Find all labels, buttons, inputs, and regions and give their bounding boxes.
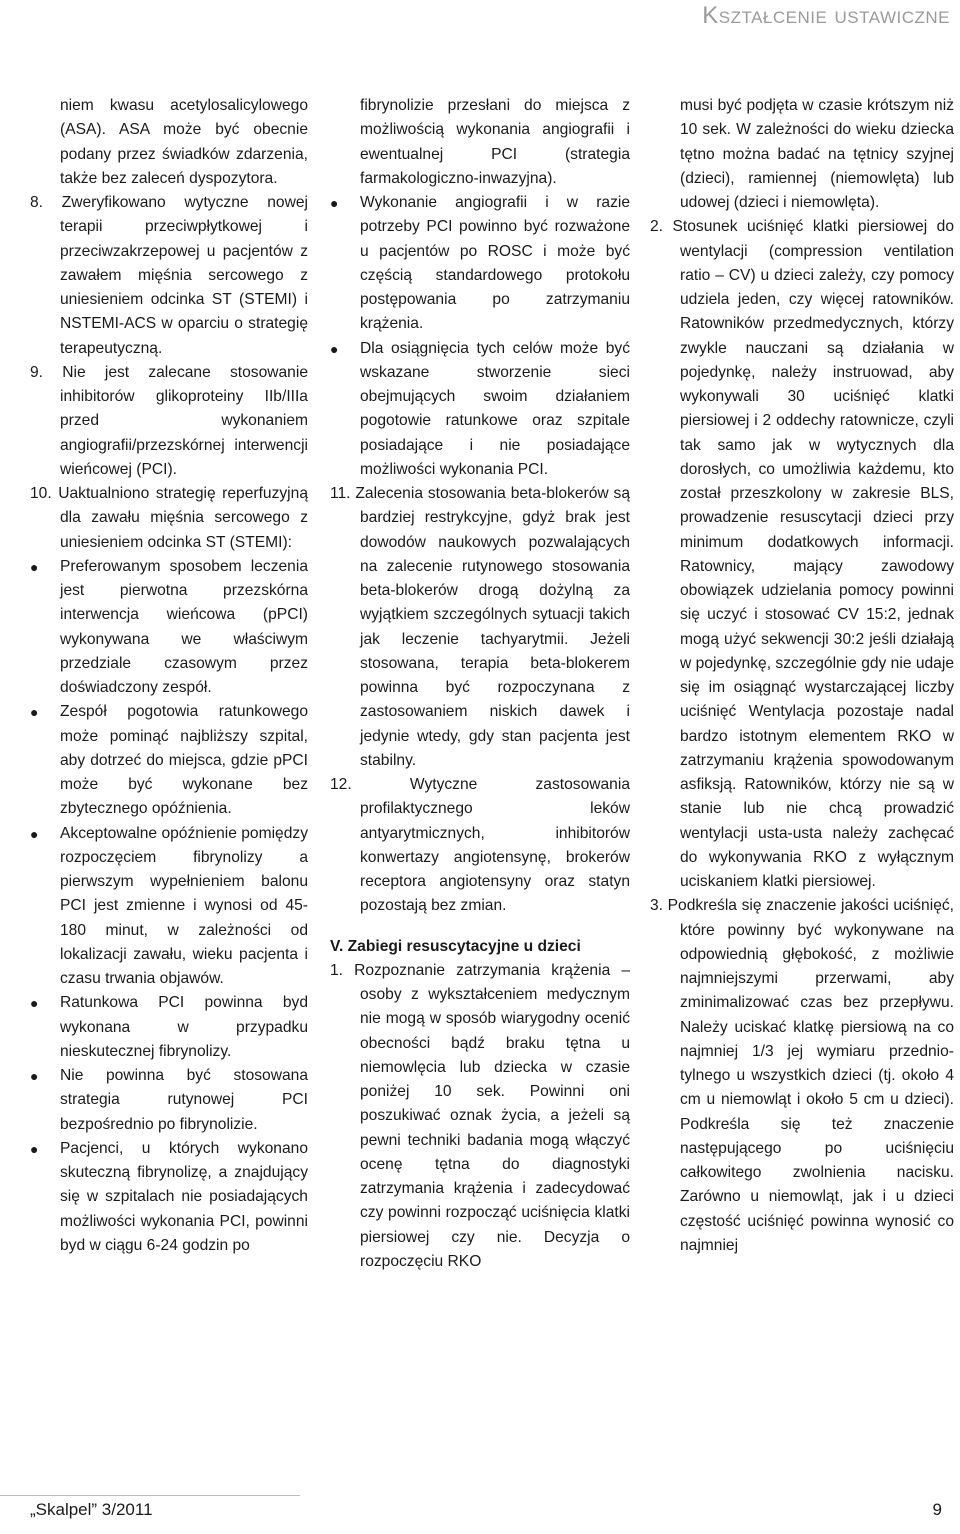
bullet-item: ● Preferowanym sposobem leczenia jest pierwotna przezskórna interwencja wieńcowa (pPCI) wykonywana we właściwym przedziale czasowym przez doświadczony zespół. [30,555,308,701]
bullet-dot-icon: ● [30,1068,39,1084]
bullet-item: ● Zespół pogotowia ratunkowego może pominąć najbliższy szpital, aby dotrzeć do miejsca, gdzie pPCI może być wykonane bez zbytecznego opóźnienia. [30,700,308,821]
section-header: Kształcenie ustawiczne [702,2,950,29]
paragraph-continuation: musi być podjęta w czasie krótszym niż 10 sek. W zależności do wieku dziecka tętno można badać na tętnicy szyjnej (dzieci), ramiennej (niemowlęta) lub udowej (dzieci i niemowlęta). [680,97,954,211]
list-item-11: 11. Zalecenia stosowania beta-blokerów są bardziej restrykcyjne, gdyż brak jest dowodów naukowych pozwalających na zalecenie rutynowego stosowania beta-blokerów drogą dożylną za wyjątkiem szczególnych sytuacji takich jak leczenie tachyarytmii. Jeżeli stosowana, terapia beta-blokerem powinna być rozpoczynana z zastosowaniem niskich dawek i jedynie wtedy, gdy stan pacjenta jest stabilny. [330,485,630,769]
text-column-3 [650,94,954,1258]
bullet-dot-icon: ● [30,825,39,842]
bullet-item: ● Wykonanie angiografii i w razie potrzeby PCI powinno być rozważone u pacjentów po ROSC i może być częścią standardowego protokołu postępowania po zatrzymaniu krążenia. [330,191,630,337]
list-item-v3: 3. Podkreśla się znaczenie jakości uciśnięć, które powinny być wykonywane na odpowiednią głębokość, z możliwie najmniejszymi przerwami, aby zminimalizować czas bez przepływu. Należy uciskać klatkę piersiową na co najmniej 1/3 jej wymiaru przednio-tylnego u wszystkich dzieci (tj. około 4 cm u niemowląt i około 5 cm u dzieci). Podkreśla się też znaczenie następującego po uciśnięciu całkowitego zwolnienia nacisku. Zarówno u niemowląt, jak i u dzieci częstość uciśnięć powinna wynosić co najmniej [650,897,954,1254]
list-item-v2: 2. Stosunek uciśnięć klatki piersiowej do wentylacji (compression ventilation ratio – CV) u dzieci zależy, czy pomocy udziela jeden, czy więcej ratowników. Ratowników przedmedycznych, którzy zwykle nauczani są działania w pojedynkę, należy instruowad, aby wykonywali 30 uciśnięć klatki piersiowej i 2 oddechy ratownicze, czyli tak samo jak w wytycznych dla dorosłych, co umożliwia każdemu, kto został przeszkolony w zakresie BLS, prowadzenie resuscytacji dzieci przy minimum dodatkowych informacji. Ratownicy, mający zawodowy obowiązek udzielania pomocy powinni się uczyć i stosować CV 15:2, jednak mogą użyć sekwencji 30:2 jeśli działają w pojedynkę, szczególnie gdy nie udaje się im osiągnąć wystarczającej liczby uciśnięć Wentylacja pozostaje nadal bardzo istotnym elementem RKO w zatrzymaniu krążenia spowodowanym asfiksją. Ratowników, którzy nie są w stanie lub nie chcą prowadzić wentylacji usta-usta należy zachęcać do wykonywania RKO z wyłącznym uciskaniem klatki piersiowej. [650,218,954,890]
text-column-2 [330,94,630,1274]
section-heading: V. Zabiegi resuscytacyjne u dzieci [330,937,581,955]
bullet-dot-icon: ● [30,704,39,721]
paragraph-continuation: fibrynolizie przesłani do miejsca z możliwością wykonania angiografii i ewentualnej PCI (strategia farmakologiczno-inwazyjna). [360,97,630,187]
list-item-8: 8. Zweryfikowano wytyczne nowej terapii przeciwpłytkowej i przeciwzakrzepowej u pacjentów z zawałem mięśnia sercowego z uniesieniem odcinka ST (STEMI) i NSTEMI-ACS w oparciu o strategię terapeutyczną. [30,194,308,357]
list-item-9: 9. Nie jest zalecane stosowanie inhibitorów glikoproteiny IIb/IIIa przed wykonaniem angiografii/przezskórnej interwencji wieńcowej (PCI). [30,363,308,478]
bullet-dot-icon: ● [330,340,339,357]
bullet-dot-icon: ● [30,995,39,1012]
list-item-10: 10. Uaktualniono strategię reperfuzyjną dla zawału mięśnia sercowego z uniesieniem odcinka ST (STEMI): [30,485,308,551]
text-column-1 [30,94,308,1258]
bullet-item: ● Nie powinna być stosowana strategia rutynowej PCI bezpośrednio po fibrynolizie. [30,1064,308,1137]
footer-journal: „Skalpel” 3/2011 [30,1500,153,1519]
bullet-item: ● Pacjenci, u których wykonano skuteczną fibrynolizę, a znajdujący się w szpitalach nie posiadających możliwości wykonania PCI, powinni byd w ciągu 6-24 godzin po [30,1137,308,1258]
footer-divider [0,1495,300,1496]
bullet-dot-icon: ● [330,195,339,211]
list-item-12: 12. Wytyczne zastosowania profilaktycznego leków antyarytmicznych, inhibitorów konwertazy angiotensynę, brokerów receptora angiotensyny oraz statyn pozostają bez zmian. [330,776,630,915]
page-number: 9 [932,1500,942,1519]
bullet-item: ● Ratunkowa PCI powinna byd wykonana w przypadku nieskutecznej fibrynolizy. [30,991,308,1064]
bullet-item: ● Akceptowalne opóźnienie pomiędzy rozpoczęciem fibrynolizy a pierwszym wypełnieniem balonu PCI jest zmienne i wynosi od 45-180 minut, w zależności od lokalizacji zawału, wieku pacjenta i czasu trwania objawów. [30,822,308,992]
bullet-dot-icon: ● [30,1140,39,1157]
bullet-item: ● Dla osiągnięcia tych celów może być wskazane stworzenie sieci obejmujących swoim działaniem pogotowie ratunkowe oraz szpitale posiadające i nie posiadające możliwości wykonania PCI. [330,337,630,483]
bullet-dot-icon: ● [30,558,39,575]
list-item-v1: 1. Rozpoznanie zatrzymania krążenia – osoby z wykształceniem medycznym nie mogą w sposób wiarygodny ocenić obecności bądź braku tętna u niemowlęcia lub dziecka w czasie poniżej 10 sek. Powinni oni poszukiwać oznak życia, a jeżeli są pewni techniki badania mogą włączyć ocenę tętna do diagnostyki zatrzymania krążenia i zadecydować czy powinni rozpocząć uciśnięcia klatki piersiowej czy nie. Decyzja o rozpoczęciu RKO [330,961,630,1270]
paragraph-continuation: niem kwasu acetylosalicylowego (ASA). ASA może być obecnie podany przez świadków zdarzenia, także bez zaleceń dyspozytora. [60,97,308,187]
